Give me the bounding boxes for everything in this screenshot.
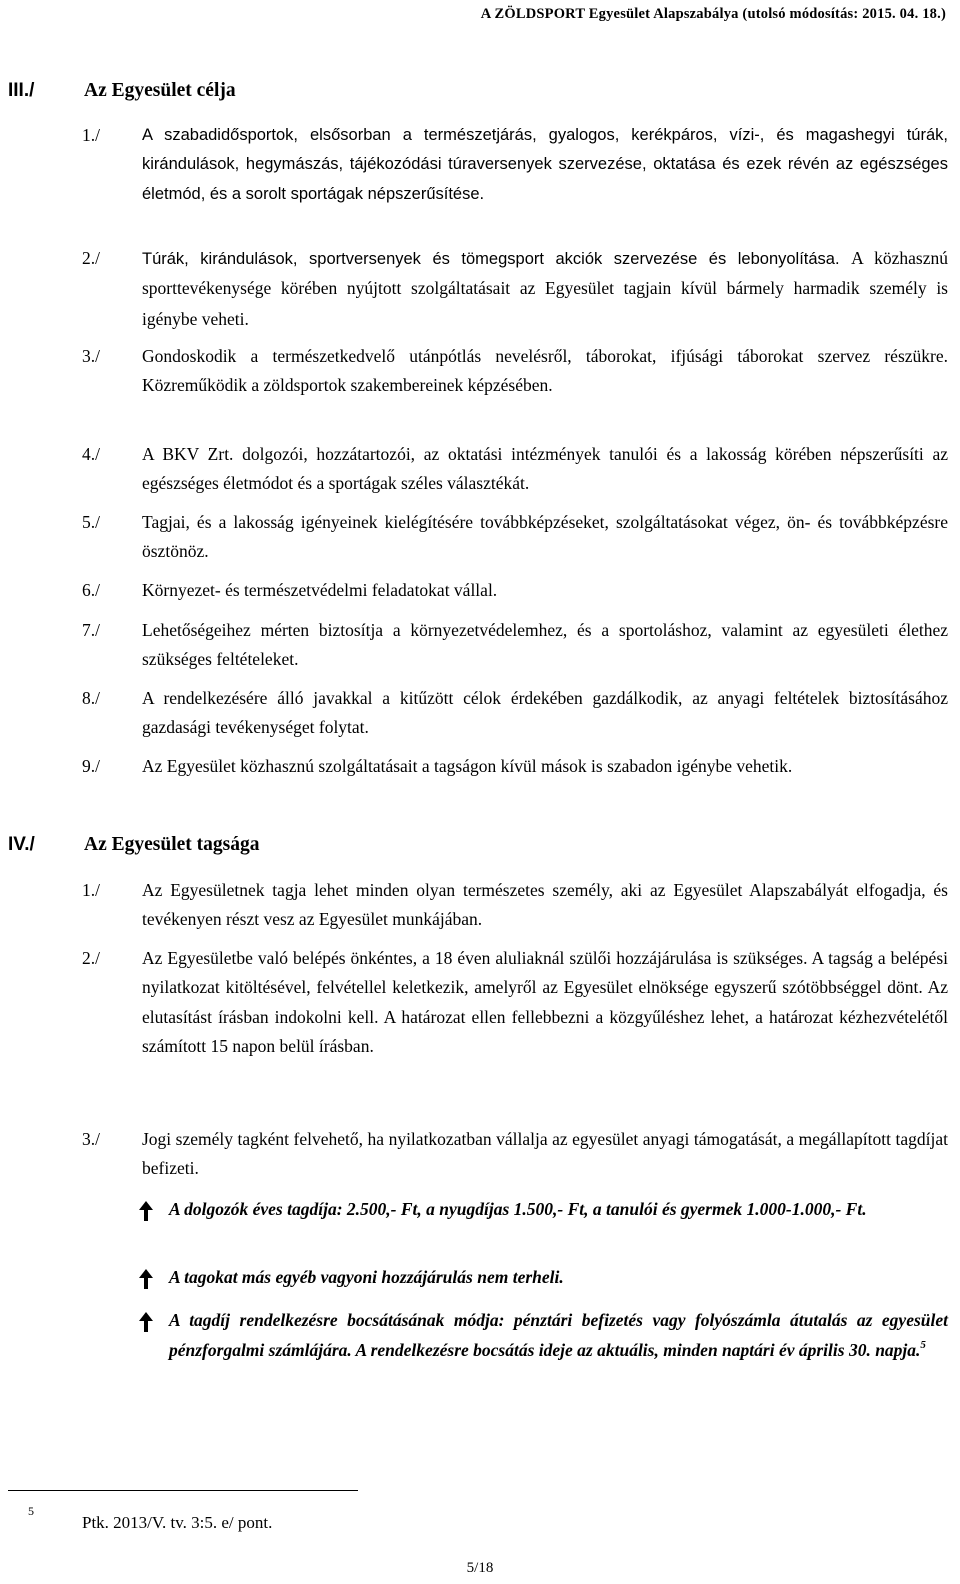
- bullet-text-body: A tagdíj rendelkezésre bocsátásának módja: pénztári befizetés vagy folyószámla átutalás az egyesület pénzforgalmi számlájára. A rendelkezésre bocsátás ideje az aktuális, minden naptári év április 30. napja.: [169, 1310, 948, 1360]
- section-title: Az Egyesület célja: [84, 80, 236, 101]
- item-text-part: Gondoskodik a természetkedvelő utánpótlás nevelésről, táborokat, ifjúsági táborokat szervez részükre.: [142, 346, 948, 366]
- item-text: Az Egyesületnek tagja lehet minden olyan természetes személy, aki az Egyesület Alapszabályát elfogadja, és tevékenyen részt vesz az Egyesület munkájában.: [142, 880, 948, 930]
- bullet-text: [169, 1306, 948, 1365]
- arrow-bullet-icon: [137, 1312, 155, 1332]
- item-text: [142, 342, 948, 401]
- item-number: 3./: [82, 346, 100, 366]
- item-text: [142, 244, 948, 335]
- document-header: A ZÖLDSPORT Egyesület Alapszabálya (utolsó módosítás: 2015. 04. 18.): [480, 6, 946, 22]
- item-text: A BKV Zrt. dolgozói, hozzátartozói, az oktatási intézmények tanulói és a lakosság körében népszerűsíti az egészséges életmódot és a sportágak széles választékát.: [142, 444, 948, 494]
- item-text-part: A közhasznú sporttevékenysége körében nyújtott szolgáltatásait az Egyesület tagjain kívül bármely harmadik személy is igénybe veheti.: [142, 248, 948, 329]
- arrow-bullet-icon: [137, 1269, 155, 1289]
- item-text-part: Túrák, kirándulások, sportversenyek és tömegsport akciók szervezése és lebonyolítása.: [142, 250, 840, 268]
- section-number: IV./: [8, 834, 35, 855]
- section-title: Az Egyesület tagsága: [84, 834, 260, 855]
- item-number: 1./: [82, 880, 100, 900]
- item-text: Lehetőségeihez mérten biztosítja a környezetvédelemhez, és a sportoláshoz, valamint az egyesületi élethez szükséges feltételeket.: [142, 620, 948, 670]
- item-number: 1./: [82, 125, 100, 145]
- item-text: A szabadidősportok, elsősorban a természetjárás, gyalogos, kerékpáros, vízi-, és magashegyi túrák, kirándulások, hegymászás, tájékozódási túraversenyek szervezése, oktatása és ezek révén az egészséges életmód, és a sorolt sportágak népszerűsítése.: [142, 126, 948, 203]
- section-heading-iv: [0, 834, 960, 862]
- item-number: 7./: [82, 620, 100, 640]
- arrow-bullet-icon: [137, 1201, 155, 1221]
- footnote-reference: 5: [920, 1338, 926, 1351]
- bullet-text: A tagokat más egyéb vagyoni hozzájárulás nem terheli.: [169, 1267, 564, 1287]
- item-number: 8./: [82, 688, 100, 708]
- item-text: Az Egyesület közhasznú szolgáltatásait a tagságon kívül mások is szabadon igénybe vehetik.: [142, 756, 793, 776]
- item-number: 9./: [82, 756, 100, 776]
- item-number: 2./: [82, 248, 100, 268]
- item-text-part: Közreműködik a zöldsportok szakembereinek képzésében.: [142, 375, 553, 396]
- item-text: Az Egyesületbe való belépés önkéntes, a 18 éven aluliaknál szülői hozzájárulása is szükséges. A tagság a belépési nyilatkozat kitöltésével, felvétellel keletkezik, amelyről az Egyesület elnöksége egyszerű szótöbbséggel dönt. Az elutasítást írásban indokolni kell. A határozat ellen fellebbezni a közgyűléshez lehet, a határozat kézhezvételétől számított 15 napon belül írásban.: [142, 948, 948, 1056]
- item-number: 5./: [82, 512, 100, 532]
- footnote-divider: [8, 1490, 358, 1491]
- bullet-text: A dolgozók éves tagdíja: 2.500,- Ft, a nyugdíjas 1.500,- Ft, a tanulói és gyermek 1.000-1.000,- Ft.: [169, 1199, 867, 1219]
- item-text: Tagjai, és a lakosság igényeinek kielégítésére továbbképzéseket, szolgáltatásokat végez, ön- és továbbképzésre ösztönöz.: [142, 512, 948, 562]
- item-text: Jogi személy tagként felvehető, ha nyilatkozatban vállalja az egyesület anyagi támogatását, a megállapított tagdíjat befizeti.: [142, 1129, 948, 1179]
- item-number: 2./: [82, 948, 100, 968]
- item-number: 6./: [82, 580, 100, 600]
- section-number: III./: [8, 80, 35, 101]
- page-number: 5/18: [466, 1560, 494, 1576]
- item-text: Környezet- és természetvédelmi feladatokat vállal.: [142, 580, 498, 600]
- item-number: 4./: [82, 444, 100, 464]
- footnote-text: Ptk. 2013/V. tv. 3:5. e/ pont.: [82, 1513, 273, 1532]
- item-text: A rendelkezésére álló javakkal a kitűzött célok érdekében gazdálkodik, az anyagi feltételek biztosításához gazdasági tevékenységet folytat.: [142, 688, 948, 738]
- footnote-number: 5: [28, 1504, 34, 1518]
- section-heading-iii: [0, 80, 960, 108]
- item-number: 3./: [82, 1129, 100, 1149]
